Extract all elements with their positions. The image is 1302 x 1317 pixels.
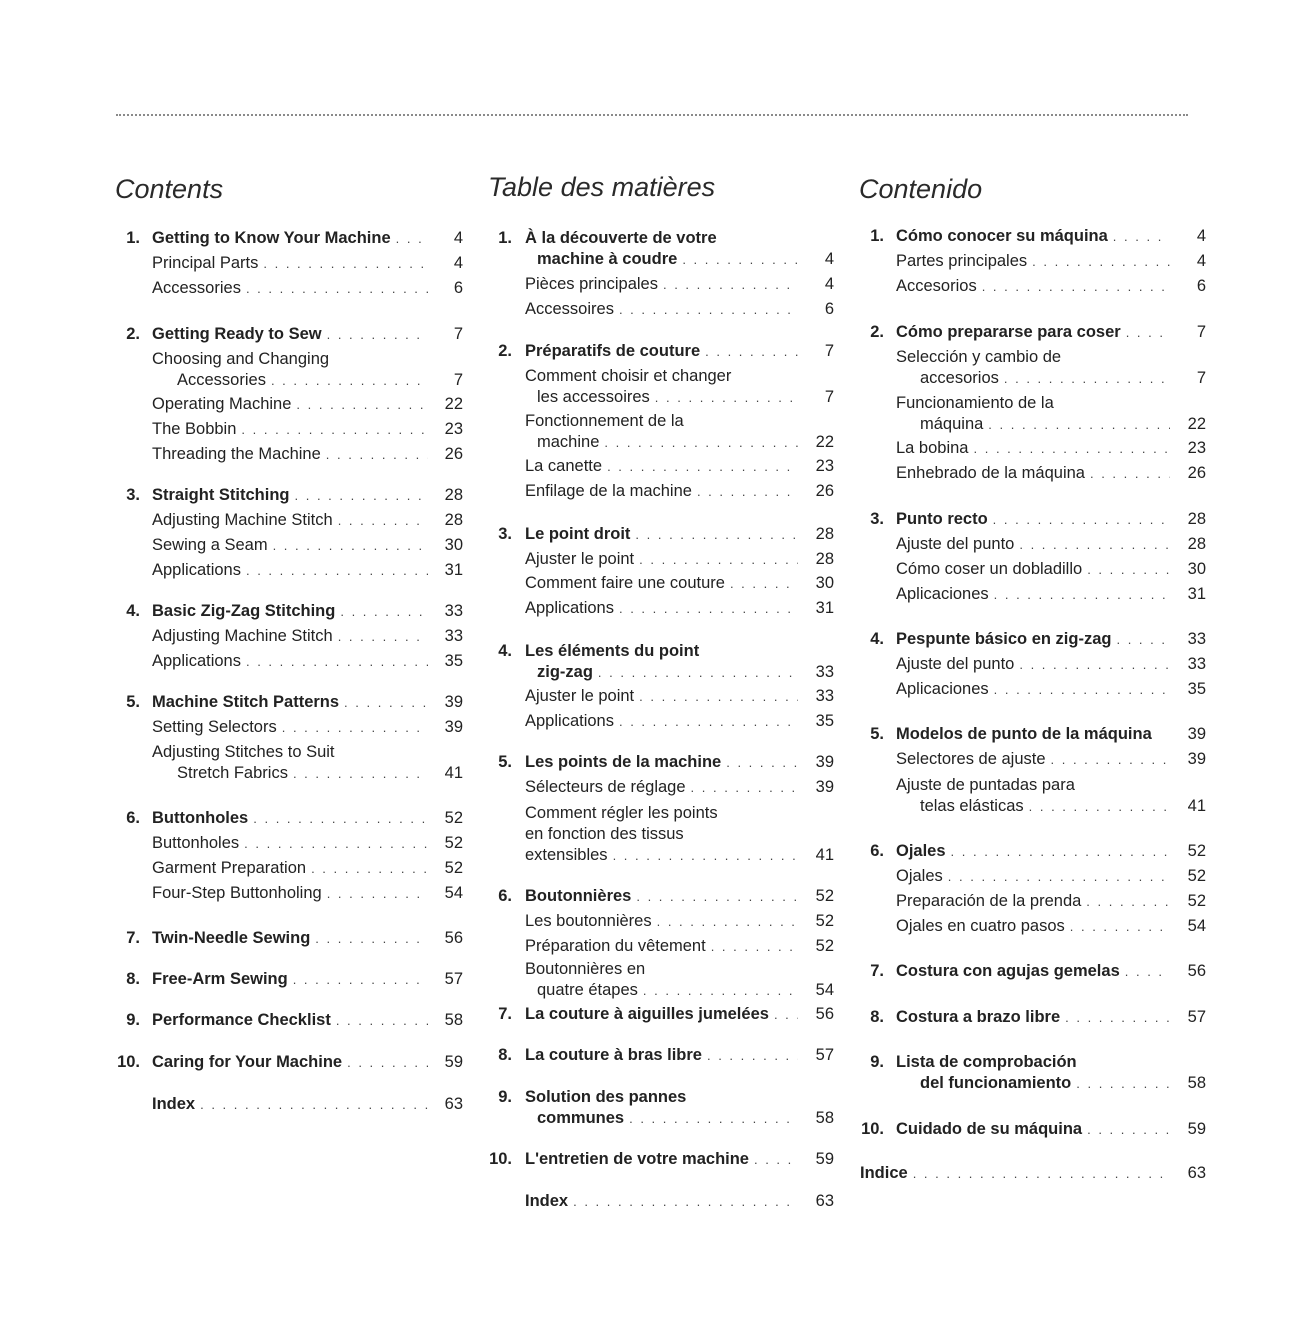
entry-number: 1.: [870, 227, 884, 245]
page-number: 33: [815, 663, 834, 681]
entry-number: 6.: [498, 887, 512, 905]
entry-title-continued: del funcionamiento: [920, 1074, 1072, 1092]
entry-title: Buttonholes: [152, 834, 240, 852]
page-number: 7: [1196, 323, 1206, 341]
page-number: 52: [1187, 842, 1206, 860]
page-number: 4: [1196, 227, 1206, 245]
page-number: 4: [824, 250, 834, 268]
page-number: 31: [444, 561, 463, 579]
dot-leader: [951, 841, 1170, 862]
page-number: 57: [444, 970, 463, 988]
entry-number: 3.: [126, 486, 140, 504]
entry-title: The Bobbin: [152, 420, 237, 438]
page-number: 26: [1187, 464, 1206, 482]
page-number: 54: [815, 981, 834, 999]
dot-leader: [246, 278, 428, 299]
dot-leader: [636, 886, 798, 907]
dot-leader: [705, 341, 798, 362]
page-number: 52: [444, 809, 463, 827]
dot-leader: [253, 808, 428, 829]
entry-title: Ajuste de puntadas para: [896, 776, 1075, 794]
page-number: 7: [453, 371, 463, 389]
entry-title: Ajuste del punto: [896, 655, 1015, 673]
entry-title: Index: [152, 1095, 196, 1113]
entry-title-continued: les accessoires: [537, 388, 650, 406]
dot-leader: [629, 1108, 798, 1129]
page-number: 22: [815, 433, 834, 451]
entry-title: Cómo prepararse para coser: [896, 323, 1121, 341]
dot-leader: [635, 524, 798, 545]
entry-title: La canette: [525, 457, 603, 475]
page-number: 39: [444, 718, 463, 736]
entry-title: Partes principales: [896, 252, 1028, 270]
page-number: 28: [444, 511, 463, 529]
dot-leader: [293, 969, 428, 990]
entry-number: 2.: [126, 325, 140, 343]
entry-title: Twin-Needle Sewing: [152, 929, 311, 947]
entry-title: Index: [525, 1192, 569, 1210]
dot-leader: [315, 928, 428, 949]
dot-leader: [1051, 749, 1170, 770]
page-number: 63: [815, 1192, 834, 1210]
entry-title: L'entretien de votre machine: [525, 1150, 749, 1168]
page-number: 6: [453, 279, 463, 297]
page-number: 4: [824, 275, 834, 293]
dot-leader: [340, 601, 428, 622]
page-number: 54: [444, 884, 463, 902]
entry-title-continued: quatre étapes: [537, 981, 638, 999]
entry-title: Applications: [525, 599, 614, 617]
page-number: 23: [1187, 439, 1206, 457]
dot-leader: [241, 419, 428, 440]
page-number: 33: [1187, 655, 1206, 673]
entry-title: Cómo coser un dobladillo: [896, 560, 1083, 578]
page-number: 31: [1187, 585, 1206, 603]
page-number: 54: [1187, 917, 1206, 935]
dot-leader: [244, 833, 428, 854]
dot-leader: [619, 598, 798, 619]
page-number: 26: [444, 445, 463, 463]
entry-title: Basic Zig-Zag Stitching: [152, 602, 336, 620]
dot-leader: [1029, 796, 1170, 817]
page-number: 35: [444, 652, 463, 670]
entry-title: Selección y cambio de: [896, 348, 1062, 366]
entry-title: Indice: [860, 1164, 908, 1182]
page-number: 56: [815, 1005, 834, 1023]
dot-leader: [1070, 916, 1170, 937]
page-number: 4: [453, 254, 463, 272]
dot-leader: [573, 1191, 798, 1212]
page-number: 57: [1187, 1008, 1206, 1026]
dot-leader: [711, 936, 798, 957]
entry-title-continued: communes: [537, 1109, 625, 1127]
dot-leader: [994, 584, 1170, 605]
entry-title: Pespunte básico en zig-zag: [896, 630, 1112, 648]
dot-leader: [326, 444, 428, 465]
entry-title: Free-Arm Sewing: [152, 970, 288, 988]
dot-leader: [619, 299, 798, 320]
entry-title-continued: machine à coudre: [537, 250, 678, 268]
page-number: 28: [1187, 510, 1206, 528]
page-number: 26: [815, 482, 834, 500]
page-number: 4: [453, 229, 463, 247]
column-title: Contenido: [859, 174, 983, 204]
entry-title: Les boutonnières: [525, 912, 652, 930]
entry-number: 1.: [126, 229, 140, 247]
entry-title: Adjusting Machine Stitch: [152, 627, 333, 645]
dot-leader: [246, 560, 428, 581]
dot-leader: [1065, 1007, 1170, 1028]
entry-title-continued: accesorios: [920, 369, 999, 387]
dot-leader: [663, 274, 798, 295]
entry-title-continued: extensibles: [525, 846, 608, 864]
entry-title-continued: Accessories: [177, 371, 266, 389]
entry-title: Accesorios: [896, 277, 977, 295]
dot-leader: [993, 509, 1170, 530]
dot-leader: [246, 651, 428, 672]
page-number: 33: [444, 627, 463, 645]
dot-leader: [338, 510, 428, 531]
page-number: 41: [444, 764, 463, 782]
dot-leader: [707, 1045, 798, 1066]
dot-leader: [1086, 891, 1170, 912]
dot-leader: [311, 858, 428, 879]
dot-leader: [200, 1094, 428, 1115]
entry-number: 6.: [126, 809, 140, 827]
entry-title: Fonctionnement de la: [525, 412, 684, 430]
entry-title: Sewing a Seam: [152, 536, 268, 554]
page-number: 56: [1187, 962, 1206, 980]
dot-leader: [730, 573, 798, 594]
entry-title: Ojales: [896, 842, 946, 860]
entry-number: 5.: [870, 725, 884, 743]
entry-number: 8.: [870, 1008, 884, 1026]
entry-title: Pièces principales: [525, 275, 658, 293]
entry-title: Funcionamiento de la: [896, 394, 1054, 412]
page-number: 33: [815, 687, 834, 705]
entry-number: 1.: [498, 229, 512, 247]
entry-number: 10.: [861, 1120, 884, 1138]
entry-title-continued: Stretch Fabrics: [177, 764, 288, 782]
entry-title: Ajuste del punto: [896, 535, 1015, 553]
dot-leader: [1019, 654, 1170, 675]
entry-title: Accessories: [152, 279, 241, 297]
dot-leader: [1076, 1073, 1170, 1094]
dot-leader: [327, 883, 428, 904]
entry-title: Les éléments du point: [525, 642, 700, 660]
page-number: 35: [1187, 680, 1206, 698]
page-number: 33: [444, 602, 463, 620]
entry-title-continued: zig-zag: [537, 663, 593, 681]
dot-leader: [1125, 961, 1170, 982]
entry-title: Machine Stitch Patterns: [152, 693, 340, 711]
entry-title: Boutonnières en: [525, 960, 646, 978]
entry-title: Getting to Know Your Machine: [152, 229, 391, 247]
page-number: 7: [824, 388, 834, 406]
dot-leader: [982, 276, 1170, 297]
entry-title: Costura a brazo libre: [896, 1008, 1061, 1026]
dot-leader: [1087, 1119, 1170, 1140]
entry-title: Boutonnières: [525, 887, 632, 905]
dot-leader: [974, 438, 1171, 459]
entry-title: Enfilage de la machine: [525, 482, 692, 500]
page-number: 6: [1196, 277, 1206, 295]
page-number: 39: [444, 693, 463, 711]
page-number: 52: [444, 834, 463, 852]
entry-title: Comment régler les points: [525, 804, 718, 822]
entry-title: Le point droit: [525, 525, 631, 543]
dot-leader: [296, 394, 428, 415]
entry-title: Cómo conocer su máquina: [896, 227, 1108, 245]
dot-leader: [619, 711, 798, 732]
entry-number: 9.: [498, 1088, 512, 1106]
page-number: 58: [1187, 1074, 1206, 1092]
dot-leader: [271, 370, 428, 391]
page-number: 52: [815, 912, 834, 930]
page-number: 58: [444, 1011, 463, 1029]
entry-title-continued: machine: [537, 433, 600, 451]
entry-number: 8.: [498, 1046, 512, 1064]
page-number: 4: [1196, 252, 1206, 270]
dot-leader: [657, 911, 798, 932]
dot-leader: [598, 662, 798, 683]
entry-title: Operating Machine: [152, 395, 292, 413]
entry-title: Getting Ready to Sew: [152, 325, 322, 343]
entry-title: Costura con agujas gemelas: [896, 962, 1120, 980]
page-number: 56: [444, 929, 463, 947]
page-number: 41: [1187, 797, 1206, 815]
dot-leader: [1004, 368, 1170, 389]
entry-title: Accessoires: [525, 300, 614, 318]
dot-leader: [994, 679, 1170, 700]
dot-leader: [1087, 559, 1170, 580]
entry-title: Cuidado de su máquina: [896, 1120, 1083, 1138]
dot-leader: [1032, 251, 1170, 272]
dot-leader: [639, 549, 798, 570]
dot-leader: [691, 777, 798, 798]
dot-leader: [604, 432, 798, 453]
dot-leader: [643, 980, 798, 1001]
page-number: 58: [815, 1109, 834, 1127]
entry-title: La couture à bras libre: [525, 1046, 702, 1064]
entry-number: 10.: [489, 1150, 512, 1168]
dot-leader: [913, 1163, 1170, 1184]
dot-leader: [988, 414, 1170, 435]
dot-leader: [295, 485, 429, 506]
page-number: 7: [1196, 369, 1206, 387]
entry-number: 7.: [126, 929, 140, 947]
dot-leader: [263, 253, 428, 274]
entry-title: Selectores de ajuste: [896, 750, 1046, 768]
entry-title: Ojales: [896, 867, 943, 885]
page-number: 63: [1187, 1164, 1206, 1182]
page-number: 7: [453, 325, 463, 343]
page-number: 31: [815, 599, 834, 617]
page-number: 63: [444, 1095, 463, 1113]
entry-title: Ajuster le point: [525, 687, 635, 705]
page-number: 59: [815, 1150, 834, 1168]
page-number: 52: [444, 859, 463, 877]
entry-title: Performance Checklist: [152, 1011, 331, 1029]
entry-number: 2.: [498, 342, 512, 360]
entry-title: Caring for Your Machine: [152, 1053, 343, 1071]
page-number: 28: [815, 525, 834, 543]
entry-title: Ojales en cuatro pasos: [896, 917, 1065, 935]
page-number: 33: [1187, 630, 1206, 648]
entry-number: 4.: [498, 642, 512, 660]
page-number: 6: [824, 300, 834, 318]
dot-leader: [282, 717, 428, 738]
entry-title: Adjusting Machine Stitch: [152, 511, 333, 529]
entry-title: Aplicaciones: [896, 585, 989, 603]
column-title: Contents: [115, 174, 224, 204]
page-number: 52: [815, 887, 834, 905]
page-number: 28: [444, 486, 463, 504]
dot-leader: [726, 752, 798, 773]
entry-number: 4.: [126, 602, 140, 620]
page-number: 23: [444, 420, 463, 438]
entry-title: Aplicaciones: [896, 680, 989, 698]
entry-title: Adjusting Stitches to Suit: [152, 743, 335, 761]
entry-number: 9.: [870, 1053, 884, 1071]
entry-number: 8.: [126, 970, 140, 988]
entry-title: Ajuster le point: [525, 550, 635, 568]
entry-title: Sélecteurs de réglage: [525, 778, 686, 796]
entry-title: Modelos de punto de la máquina: [896, 725, 1152, 743]
entry-number: 4.: [870, 630, 884, 648]
entry-title: Applications: [525, 712, 614, 730]
dot-leader: [948, 866, 1170, 887]
top-dotted-rule: [116, 114, 1188, 116]
entry-title-continued: máquina: [920, 415, 984, 433]
page-number: 7: [824, 342, 834, 360]
entry-number: 6.: [870, 842, 884, 860]
page-number: 52: [815, 937, 834, 955]
entry-title: Garment Preparation: [152, 859, 307, 877]
entry-title: Preparación de la prenda: [896, 892, 1082, 910]
column-title: Table des matières: [488, 172, 716, 202]
dot-leader: [613, 845, 798, 866]
entry-title: Punto recto: [896, 510, 988, 528]
dot-leader: [1019, 534, 1170, 555]
page-number: 52: [1187, 867, 1206, 885]
entry-title: La bobina: [896, 439, 969, 457]
page-number: 52: [1187, 892, 1206, 910]
page-number: 22: [1187, 415, 1206, 433]
page-number: 30: [1187, 560, 1206, 578]
page-number: 28: [1187, 535, 1206, 553]
dot-leader: [347, 1052, 428, 1073]
entry-title: Four-Step Buttonholing: [152, 884, 322, 902]
page-number: 28: [815, 550, 834, 568]
entry-title: Comment faire une couture: [525, 574, 725, 592]
entry-title-continued: en fonction des tissus: [525, 825, 684, 843]
page-number: 35: [815, 712, 834, 730]
page-number: 30: [444, 536, 463, 554]
entry-number: 3.: [870, 510, 884, 528]
entry-title: Straight Stitching: [152, 486, 290, 504]
entry-number: 7.: [870, 962, 884, 980]
page-number: 39: [815, 778, 834, 796]
dot-leader: [682, 249, 798, 270]
dot-leader: [639, 686, 798, 707]
entry-number: 10.: [117, 1053, 140, 1071]
entry-title: Solution des pannes: [525, 1088, 687, 1106]
entry-number: 3.: [498, 525, 512, 543]
dot-leader: [754, 1149, 798, 1170]
dot-leader: [338, 626, 428, 647]
dot-leader: [327, 324, 428, 345]
dot-leader: [697, 481, 798, 502]
entry-title-continued: telas elásticas: [920, 797, 1024, 815]
entry-title: Buttonholes: [152, 809, 249, 827]
page-number: 23: [815, 457, 834, 475]
entry-title: Setting Selectors: [152, 718, 277, 736]
entry-title: La couture à aiguilles jumelées: [525, 1005, 769, 1023]
dot-leader: [273, 535, 428, 556]
entry-number: 9.: [126, 1011, 140, 1029]
page-number: 39: [1187, 750, 1206, 768]
dot-leader: [655, 387, 798, 408]
entry-number: 7.: [498, 1005, 512, 1023]
entry-number: 2.: [870, 323, 884, 341]
dot-leader: [1113, 226, 1170, 247]
dot-leader: [293, 763, 428, 784]
page-number: 22: [444, 395, 463, 413]
entry-title: À la découverte de votre: [525, 229, 717, 247]
dot-leader: [344, 692, 428, 713]
entry-number: 5.: [126, 693, 140, 711]
entry-title: Préparation du vêtement: [525, 937, 706, 955]
page-number: 59: [444, 1053, 463, 1071]
entry-title: Principal Parts: [152, 254, 259, 272]
page-number: 41: [815, 846, 834, 864]
entry-title: Les points de la machine: [525, 753, 722, 771]
entry-title: Enhebrado de la máquina: [896, 464, 1085, 482]
page-number: 39: [815, 753, 834, 771]
entry-title: Threading the Machine: [152, 445, 321, 463]
dot-leader: [1126, 322, 1170, 343]
entry-title: Comment choisir et changer: [525, 367, 732, 385]
page-number: 57: [815, 1046, 834, 1064]
dot-leader: [1090, 463, 1170, 484]
entry-title: Préparatifs de couture: [525, 342, 701, 360]
entry-title: Lista de comprobación: [896, 1053, 1077, 1071]
page-number: 30: [815, 574, 834, 592]
entry-title: Applications: [152, 561, 241, 579]
dot-leader: [607, 456, 798, 477]
page-number: 39: [1187, 725, 1206, 743]
entry-title: Applications: [152, 652, 241, 670]
entry-number: 5.: [498, 753, 512, 771]
dot-leader: [336, 1010, 428, 1031]
page-number: 59: [1187, 1120, 1206, 1138]
dot-leader: [1116, 629, 1170, 650]
entry-title: Choosing and Changing: [152, 350, 330, 368]
